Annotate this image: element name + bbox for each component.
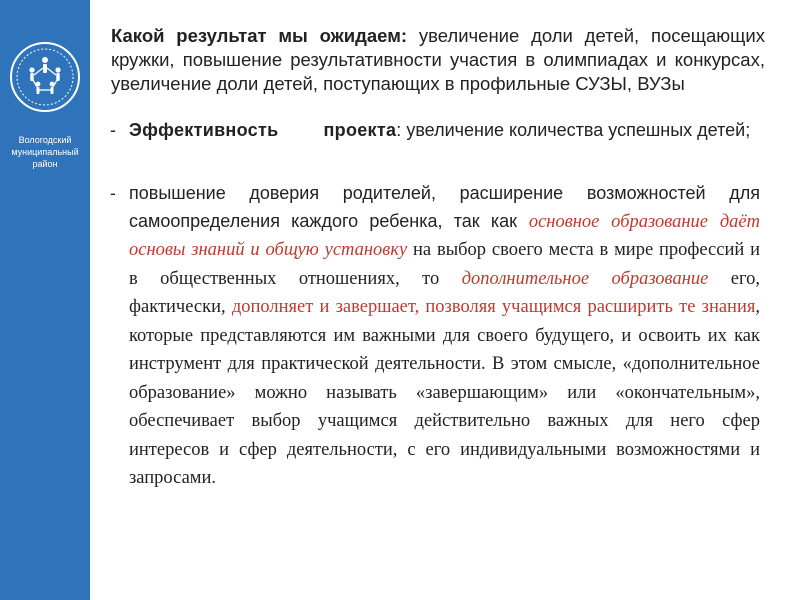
list-dash: -: [110, 183, 116, 203]
children-circle-emblem-icon: [8, 40, 82, 114]
paragraph-text: на выбор своего места в мире профессий и в общественных отношениях, то: [129, 240, 760, 289]
district-line: Вологодский: [18, 135, 72, 145]
project-label: проекта: [323, 120, 397, 140]
effectiveness-colon: :: [396, 120, 402, 140]
district-line: муниципальный: [11, 147, 79, 157]
heading-text: увеличение доли детей, посещающих кружки, повышение результативности участия в олимпиадах и конкурсах, увеличение доли детей, поступающих в профильные СУЗЫ, ВУЗы: [111, 25, 765, 94]
paragraph-text: , которые представляются им важными для своего будущего, и освоить их как инструмент для практической деятельности. В этом смысле, «дополнительное образование» можно называть «завершающим» или «окончательным», обеспечивает выбор учащимся действительно важных для него сфер интересов и сфер деятельности, с его индивидуальными возможностями и запросами.: [129, 297, 760, 488]
paragraph-text: его, фактически,: [129, 268, 760, 317]
district-name: [0, 134, 90, 170]
expected-result-heading: [111, 24, 765, 96]
heading-lead: Какой результат мы ожидаем:: [111, 25, 408, 46]
effectiveness-text: увеличение количества успешных детей;: [401, 120, 751, 140]
effectiveness-item: [110, 118, 760, 142]
paragraph-sans-part: повышение доверия родителей,: [129, 183, 460, 203]
effectiveness-label: Эффективность: [129, 120, 279, 140]
highlight-basic-education: основное образование даёт основы знаний и общую установку: [129, 211, 761, 260]
trust-paragraph: [110, 180, 760, 493]
district-line: район: [32, 159, 58, 169]
highlight-additional-education: дополнительное образование: [461, 268, 709, 289]
list-dash: -: [110, 120, 116, 140]
highlight-complements: дополняет и завершает, позволяя учащимся расширить те знания: [231, 297, 756, 317]
paragraph-sans-part: расширение возможностей для самоопределения каждого ребенка, так как: [129, 183, 760, 231]
sidebar: [0, 0, 90, 600]
